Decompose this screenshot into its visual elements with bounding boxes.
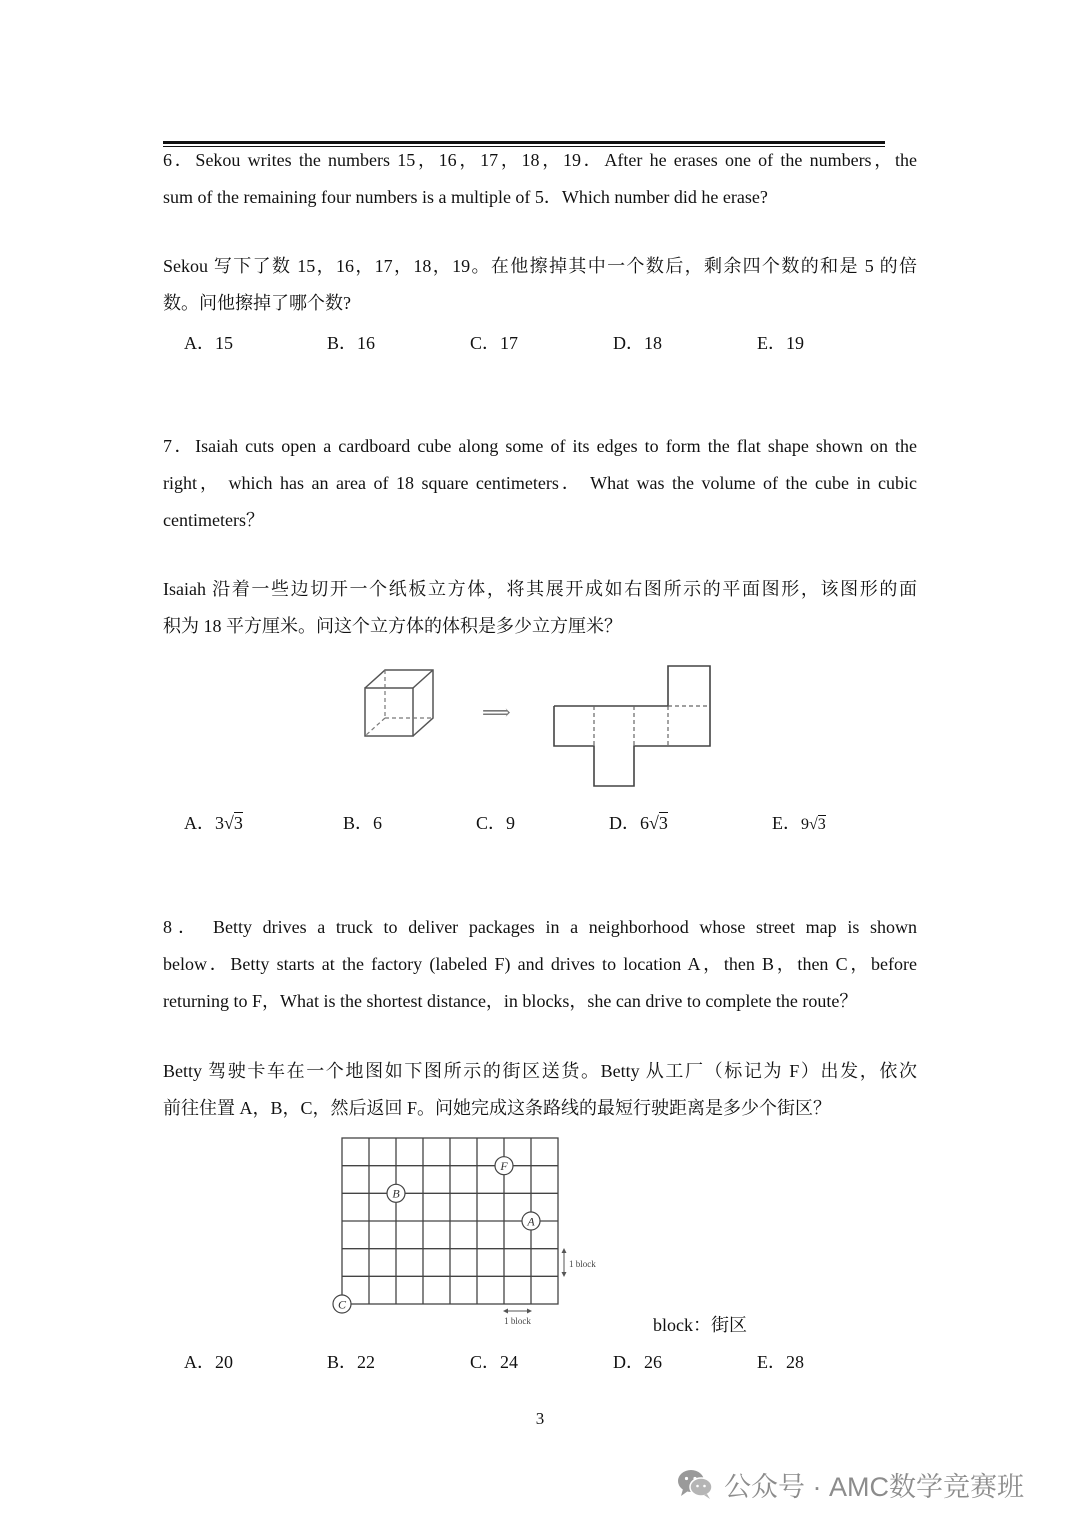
q6-chinese-line-1: Sekou 写下了数 15，16，17，18，19。在他擦掉其中一个数后，剩余四个数的和是 5 的倍 — [163, 256, 917, 276]
q8-choice-c: C．24 — [470, 1352, 519, 1372]
unfold-arrow: ⟹ — [482, 702, 511, 724]
q8-choice-a: A．20 — [184, 1352, 233, 1372]
q7-english-line-2: right， which has an area of 18 square centimeters． What was the volume of the cube in cubic — [163, 473, 917, 493]
q7-english-line-1: 7．Isaiah cuts open a cardboard cube along some of its edges to form the flat shape shown on the — [163, 436, 917, 456]
q7-choice-d: D．6√3 — [609, 813, 668, 833]
marker-b — [387, 1184, 405, 1202]
wechat-icon — [676, 1467, 714, 1501]
q6-chinese-line-2: 数。问他擦掉了哪个数? — [163, 293, 351, 313]
q7-english-line-3: centimeters？ — [163, 510, 264, 530]
marker-a — [522, 1212, 540, 1230]
header-rule-thick — [163, 141, 885, 144]
header-rule-thin — [163, 146, 885, 147]
sqrt-icon: √ — [809, 816, 818, 833]
q6-choice-c: C．17 — [470, 333, 519, 353]
q7-chinese-line-1: Isaiah 沿着一些边切开一个纸板立方体，将其展开成如右图所示的平面图形，该图形的面 — [163, 579, 917, 599]
q8-choice-d: D．26 — [613, 1352, 662, 1372]
svg-text:1 block: 1 block — [569, 1259, 596, 1269]
street-map — [322, 1130, 612, 1330]
q8-chinese-line-2: 前往住置 A，B，C，然后返回 F。问她完成这条路线的最短行驶距离是多少个街区？ — [163, 1098, 832, 1118]
q8-chinese-line-1: Betty 驾驶卡车在一个地图如下图所示的街区送货。Betty 从工厂（标记为 F）出发，依次 — [163, 1061, 917, 1081]
svg-text:A: A — [527, 1214, 535, 1229]
svg-text:1 block: 1 block — [504, 1316, 531, 1326]
watermark-text: 公众号 · AMC数学竞赛班 — [724, 1471, 1024, 1502]
q8-choice-b: B．22 — [327, 1352, 376, 1372]
q6-choices — [184, 329, 904, 355]
cube-figure — [355, 660, 445, 745]
scale-vertical — [562, 1248, 597, 1277]
q6-choice-e: E．19 — [757, 333, 804, 353]
marker-c — [333, 1295, 351, 1313]
q7-choice-a: A．3√3 — [184, 813, 243, 833]
sqrt-icon: √ — [649, 813, 659, 833]
q8-english-line-3: returning to F，What is the shortest distance，in blocks，she can drive to complete the route？ — [163, 991, 858, 1011]
q7-chinese-line-2: 积为 18 平方厘米。问这个立方体的体积是多少立方厘米？ — [163, 616, 622, 636]
cube-net-figure — [550, 660, 720, 790]
q7-choice-e: E．9√3 — [772, 813, 826, 833]
q6-english-line-2: sum of the remaining four numbers is a multiple of 5．Which number did he erase? — [163, 187, 768, 207]
q6-choice-a: A．15 — [184, 333, 233, 353]
q8-english-line-2: below．Betty starts at the factory (labeled F) and drives to location A，then B，then C，before — [163, 954, 917, 974]
q6-choice-d: D．18 — [613, 333, 662, 353]
svg-text:C: C — [337, 1297, 347, 1312]
page-number: 3 — [535, 1409, 545, 1428]
marker-f — [495, 1157, 513, 1175]
sqrt-icon: √ — [224, 813, 234, 833]
q7-choice-b: B．6 — [343, 813, 383, 833]
q8-choices — [184, 1348, 904, 1374]
q6-english-line-1: 6．Sekou writes the numbers 15，16，17，18，19．After he erases one of the numbers，the — [163, 150, 917, 170]
block-note: block：街区 — [653, 1315, 747, 1335]
watermark — [676, 1464, 1024, 1504]
svg-text:B: B — [392, 1186, 400, 1201]
q7-choice-c: C．9 — [476, 813, 516, 833]
svg-text:F: F — [500, 1159, 508, 1173]
scale-horizontal — [503, 1309, 532, 1327]
q8-choice-e: E．28 — [757, 1352, 804, 1372]
q7-choices — [184, 809, 904, 835]
q8-english-line-1: 8． Betty drives a truck to deliver packages in a neighborhood whose street map is shown — [163, 917, 917, 937]
q6-choice-b: B．16 — [327, 333, 376, 353]
